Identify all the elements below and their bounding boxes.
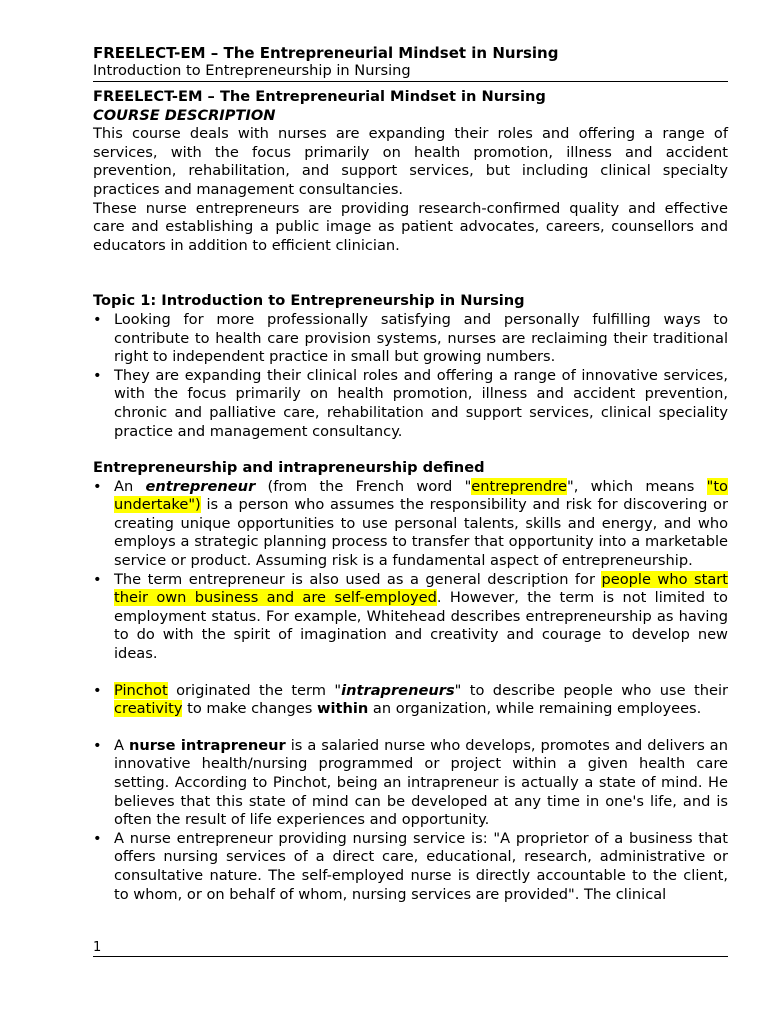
intro-paragraph-2: These nurse entrepreneurs are providing research-confirmed quality and effective care and establishing a public image as patient advocates, careers, counsellors and educators in addition to efficient clinician. <box>93 199 728 254</box>
definitions-list <box>93 478 728 664</box>
definition-bullet-intrapreneurs: • Pinchot originated the term "intrapreneurs" to describe people who use their creativity to make changes within an organization, while remaining employees. <box>93 682 728 719</box>
definition-bullet-self-employed: • The term entrepreneur is also used as a general description for people who start their own business and are self-employed. However, the term is not limited to employment status. For example, Whitehead describes entrepreneurship as having to do with the spirit of imagination and creativity and courage to develop new ideas. <box>93 571 728 664</box>
course-title: FREELECT-EM – The Entrepreneurial Mindset in Nursing <box>93 88 546 105</box>
running-header <box>93 44 728 82</box>
page-footer <box>93 940 728 957</box>
definition-bullet-nurse-intrapreneur: • A nurse intrapreneur is a salaried nurse who develops, promotes and delivers an innovative health/nursing programmed or project within a given health care setting. According to Pinchot, being an intrapreneur is actually a state of mind. He believes that this state of mind can be developed at any time in one's life, and is often the result of life experiences and opportunity. <box>93 737 728 830</box>
highlight-creativity: creativity <box>114 700 183 718</box>
highlight-to-undertake: "to undertake") <box>114 477 728 514</box>
highlight-pinchot: Pinchot <box>114 681 168 699</box>
document-page <box>93 44 728 904</box>
header-subtitle: Introduction to Entrepreneurship in Nursing <box>93 62 411 79</box>
topic1-bullet-1: • Looking for more professionally satisfying and personally fulfilling ways to contribute to health care provision systems, nurses are reclaiming their traditional right to independent practice in small but growing numbers. <box>93 311 728 367</box>
header-rule <box>93 81 728 82</box>
highlight-self-employed: people who start their own business and are self-employed <box>114 570 728 607</box>
intrapreneur-list <box>93 682 728 719</box>
page-number: 1 <box>93 940 102 955</box>
topic1-list <box>93 311 728 441</box>
topic1-bullet-2: • They are expanding their clinical roles and offering a range of innovative services, with the focus primarily on health promotion, illness and accident prevention, chronic and palliative care, rehabilitation and support services, clinical speciality practice and management consultancy. <box>93 367 728 441</box>
nurse-roles-list <box>93 737 728 904</box>
definitions-heading: Entrepreneurship and intrapreneurship defined <box>93 459 485 477</box>
topic1-heading: Topic 1: Introduction to Entrepreneurship in Nursing <box>93 292 525 310</box>
term-intrapreneurs: intrapreneurs <box>341 681 455 699</box>
definition-bullet-nurse-entrepreneur: • A nurse entrepreneur providing nursing service is: "A proprietor of a business that offers nursing services of a direct care, educational, research, administrative or consultative nature. The self-employed nurse is directly accountable to the client, to whom, or on behalf of whom, nursing services are provided". The clinical <box>93 830 728 904</box>
highlight-entreprendre: entreprendre <box>471 477 567 495</box>
course-description-heading: COURSE DESCRIPTION <box>93 106 276 124</box>
definition-bullet-entrepreneur: • An entrepreneur (from the French word "entreprendre", which means "to undertake") is a person who assumes the responsibility and risk for discovering or creating unique opportunities to use personal talents, skills and energy, and who employs a strategic planning process to transfer that opportunity into a marketable service or product. Assuming risk is a fundamental aspect of entrepreneurship. <box>93 478 728 571</box>
term-entrepreneur: entrepreneur <box>145 477 256 495</box>
footer-rule <box>93 956 728 957</box>
term-nurse-intrapreneur: nurse intrapreneur <box>128 736 286 754</box>
term-within: within <box>317 700 369 718</box>
intro-paragraph-1: This course deals with nurses are expanding their roles and offering a range of services, with the focus primarily on health promotion, illness and accident prevention, rehabilitation, and support services, but including clinical specialty practices and management consultancies. <box>93 125 728 198</box>
header-title: FREELECT-EM – The Entrepreneurial Mindset in Nursing <box>93 44 559 62</box>
